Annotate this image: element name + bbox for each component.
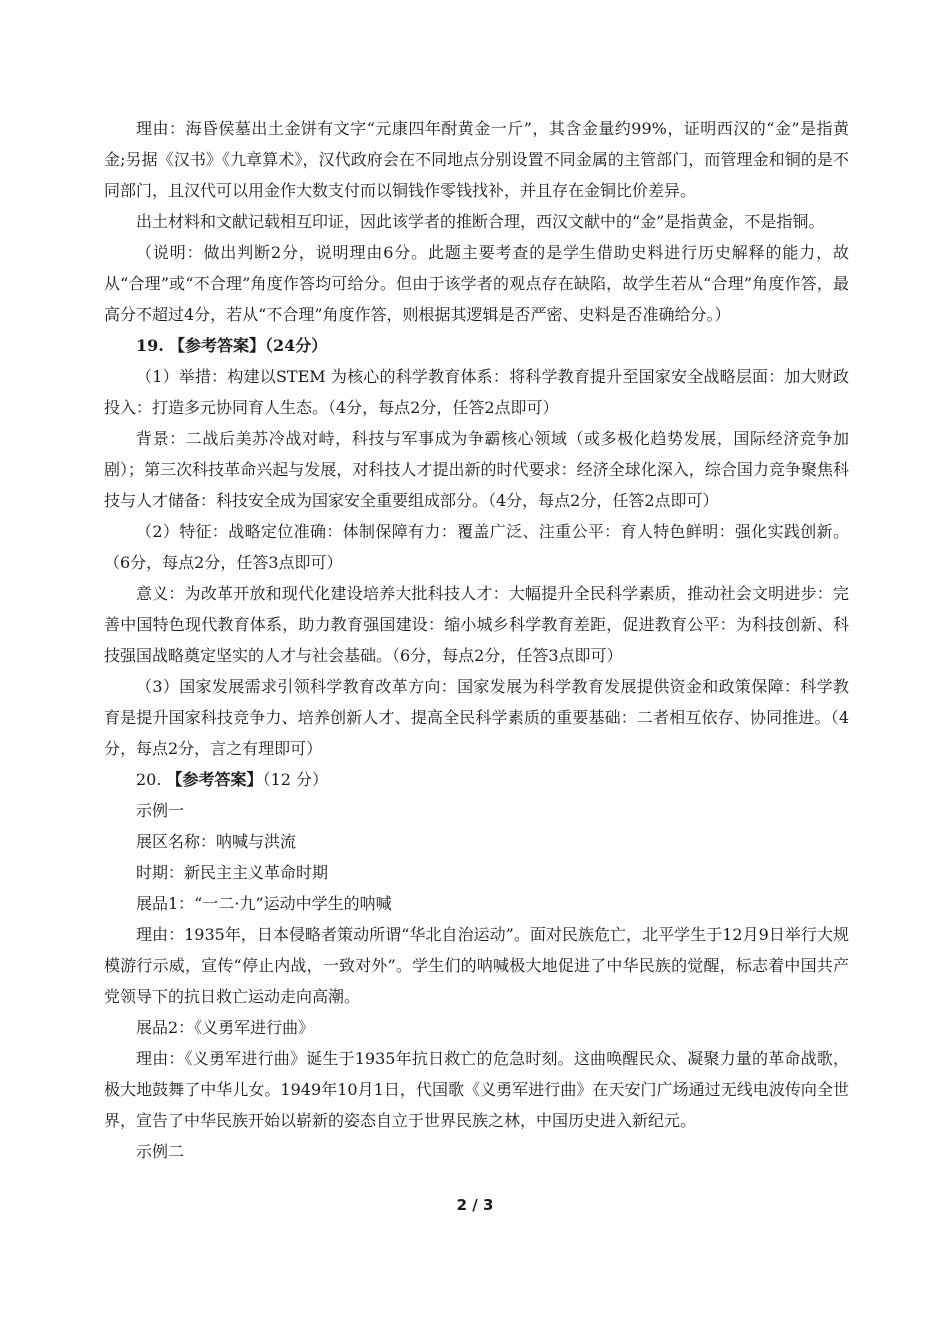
q20-exhibit-1: 展品1：“一二·九”运动中学生的呐喊	[136, 894, 392, 913]
q20-heading	[104, 764, 849, 795]
q20-exhibit-2-reason: 理由：《义勇军进行曲》诞生于1935年抗日救亡的危急时刻。这曲唤醒民众、凝聚力量的革命战歌，极大地鼓舞了中华儿女。1949年10月1日，代国歌《义勇军进行曲》在天安门广场通过无线电波传向全世界，宣告了中华民族开始以崭新的姿态自立于世界民族之林，中国历史进入新纪元。	[104, 1049, 849, 1130]
q20-example-1-label: 示例一	[136, 801, 185, 820]
q19-heading	[104, 330, 849, 361]
q20-example-2-label: 示例二	[136, 1142, 185, 1161]
q19-part1-background: 背景：二战后美苏冷战对峙，科技与军事成为争霸核心领域（或多极化趋势发展，国际经济竞争加剧）；第三次科技革命兴起与发展，对科技人才提出新的时代要求：经济全球化深入，综合国力竞争聚焦科技与人才储备：科技安全成为国家安全重要组成部分。（4分，每点2分，任答2点即可）	[104, 429, 849, 510]
q19-score: （24分）	[264, 336, 328, 355]
answer-content	[104, 113, 849, 1167]
q19-part2-features: （2）特征：战略定位准确：体制保障有力：覆盖广泛、注重公平：育人特色鲜明：强化实践创新。（6分，每点2分，任答3点即可）	[104, 522, 849, 572]
q19-part1-measures: （1）举措：构建以STEM 为核心的科学教育体系：将科学教育提升至国家安全战略层面：加大财政投入：打造多元协同育人生态。（4分，每点2分，任答2点即可）	[104, 367, 849, 417]
scoring-note-paragraph: （说明：做出判断2分，说明理由6分。此题主要考查的是学生借助史料进行历史解释的能力，故从“合理”或“不合理”角度作答均可给分。但由于该学者的观点存在缺陷，故学生若从“合理”角度作答，最高分不超过4分，若从“不合理”角度作答，则根据其逻辑是否严密、史料是否准确给分。）	[104, 243, 849, 324]
q19-part3: （3）国家发展需求引领科学教育改革方向：国家发展为科学教育发展提供资金和政策保障：科学教育是提升国家科技竞争力、培养创新人才、提高全民科学素质的重要基础：二者相互依存、协同推进。（4分，每点2分，言之有理即可）	[104, 677, 849, 758]
q20-period: 时期：新民主主义革命时期	[136, 863, 329, 882]
reason-paragraph: 理由：海昏侯墓出土金饼有文字“元康四年酎黄金一斤”，其含金量约99%，证明西汉的“金”是指黄金;另据《汉书》《九章算术》，汉代政府会在不同地点分别设置不同金属的主管部门，而管理金和铜的是不同部门，且汉代可以用金作大数支付而以铜钱作零钱找补，并且存在金铜比价差异。	[104, 119, 849, 200]
conclusion-paragraph: 出土材料和文献记载相互印证，因此该学者的推断合理，西汉文献中的“金”是指黄金，不是指铜。	[136, 212, 825, 231]
page-number: 2 / 3	[456, 1196, 494, 1214]
q20-number: 20.	[136, 770, 162, 789]
q19-part2-significance: 意义：为改革开放和现代化建设培养大批科技人才：大幅提升全民科学素质，推动社会文明进步：完善中国特色现代教育体系，助力教育强国建设：缩小城乡科学教育差距，促进教育公平：为科技创新、科技强国战略奠定坚实的人才与社会基础。（6分，每点2分，任答3点即可）	[104, 584, 849, 665]
q19-number: 19.	[136, 336, 164, 355]
q19-tag: 【参考答案】	[168, 336, 265, 355]
q20-exhibit-2: 展品2：《义勇军进行曲》	[136, 1018, 315, 1037]
q20-tag: 【参考答案】	[166, 770, 263, 789]
q20-exhibit-name: 展区名称：呐喊与洪流	[136, 832, 297, 851]
q20-score: （12 分）	[262, 770, 329, 789]
q20-exhibit-1-reason: 理由：1935年，日本侵略者策动所谓“华北自治运动”。面对民族危亡，北平学生于12月9日举行大规模游行示威，宣传“停止内战，一致对外”。学生们的呐喊极大地促进了中华民族的觉醒，标志着中国共产党领导下的抗日救亡运动走向高潮。	[104, 925, 849, 1006]
